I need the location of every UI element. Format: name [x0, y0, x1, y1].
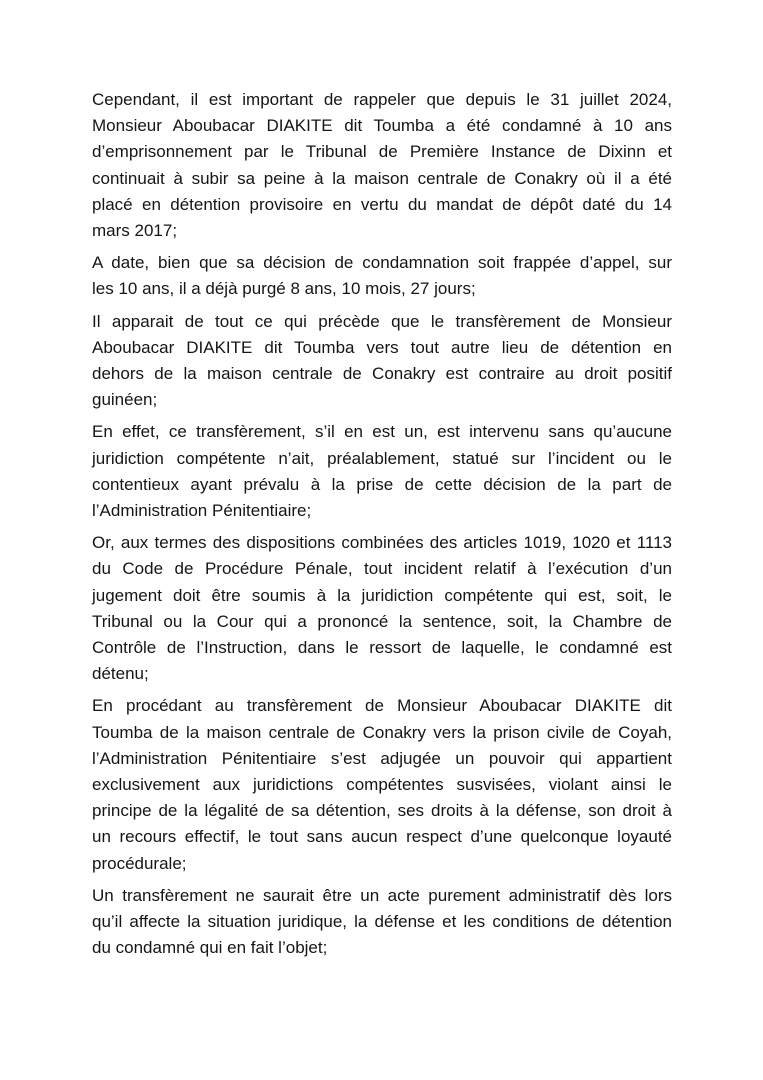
paragraph-2 [92, 250, 672, 302]
paragraph-5-line-6: détenu; [92, 664, 149, 684]
paragraph-6-line-7: procédurale; [92, 853, 187, 873]
paragraph-6-line-1: En procédant au transfèrement de Monsieur Aboubacar DIAKITE dit [92, 696, 672, 716]
paragraph-1-line-1: Cependant, il est important de rappeler que depuis le 31 juillet 2024, [92, 90, 672, 109]
paragraph-4-line-1: En effet, ce transfèrement, s’il en est un, est intervenu sans qu’aucune [92, 422, 672, 442]
paragraph-3-line-4: guinéen; [92, 390, 158, 410]
paragraph-6-line-3: l’Administration Pénitentiaire s’est adjugée un pouvoir qui appartient [92, 748, 672, 768]
paragraph-6-line-2: Toumba de la maison centrale de Conakry vers la prison civile de Coyah, [92, 722, 672, 742]
paragraph-6-line-5: principe de la légalité de sa détention, ses droits à la défense, son droit à [92, 801, 672, 821]
document-body [92, 87, 672, 968]
paragraph-5-line-1: Or, aux termes des dispositions combinées des articles 1019, 1020 et 1113 [92, 533, 672, 553]
paragraph-6-line-6: un recours effectif, le tout sans aucun respect d’une quelconque loyauté [92, 827, 672, 847]
paragraph-1-line-4: continuait à subir sa peine à la maison centrale de Conakry où il a été [92, 168, 672, 188]
paragraph-2-line-2: les 10 ans, il a déjà purgé 8 ans, 10 mois, 27 jours; [92, 279, 476, 299]
paragraph-3-line-1: Il apparait de tout ce qui précède que le transfèrement de Monsieur [92, 311, 672, 331]
paragraph-1-line-3: d’emprisonnement par le Tribunal de Première Instance de Dixinn et [92, 142, 672, 162]
paragraph-6 [92, 693, 672, 876]
paragraph-5-line-2: du Code de Procédure Pénale, tout incident relatif à l’exécution d’un [92, 559, 672, 579]
paragraph-7-line-1: Un transfèrement ne saurait être un acte purement administratif dès lors [92, 885, 672, 905]
paragraph-5-line-5: Contrôle de l’Instruction, dans le ressort de laquelle, le condamné est [92, 638, 672, 658]
paragraph-1-line-6: mars 2017; [92, 221, 178, 241]
paragraph-1 [92, 87, 672, 244]
paragraph-7-line-3: du condamné qui en fait l’objet; [92, 938, 328, 958]
paragraph-1-line-2: Monsieur Aboubacar DIAKITE dit Toumba a été condamné à 10 ans [92, 116, 672, 136]
paragraph-2-line-1: A date, bien que sa décision de condamnation soit frappée d’appel, sur [92, 253, 672, 273]
paragraph-7 [92, 883, 672, 962]
paragraph-5 [92, 530, 672, 687]
paragraph-7-line-2: qu’il affecte la situation juridique, la défense et les conditions de détention [92, 912, 672, 932]
paragraph-3 [92, 309, 672, 414]
paragraph-6-line-4: exclusivement aux juridictions compétentes susvisées, violant ainsi le [92, 775, 672, 795]
paragraph-1-line-5: placé en détention provisoire en vertu du mandat de dépôt daté du 14 [92, 194, 672, 214]
paragraph-3-line-2: Aboubacar DIAKITE dit Toumba vers tout autre lieu de détention en [92, 337, 672, 357]
paragraph-4-line-3: contentieux ayant prévalu à la prise de cette décision de la part de [92, 474, 672, 494]
paragraph-3-line-3: dehors de la maison centrale de Conakry est contraire au droit positif [92, 364, 672, 384]
paragraph-4 [92, 419, 672, 524]
paragraph-4-line-4: l’Administration Pénitentiaire; [92, 501, 312, 521]
paragraph-5-line-4: Tribunal ou la Cour qui a prononcé la sentence, soit, la Chambre de [92, 611, 672, 631]
paragraph-4-line-2: juridiction compétente n’ait, préalablement, statué sur l’incident ou le [92, 448, 672, 468]
paragraph-5-line-3: jugement doit être soumis à la juridiction compétente qui est, soit, le [92, 585, 672, 605]
